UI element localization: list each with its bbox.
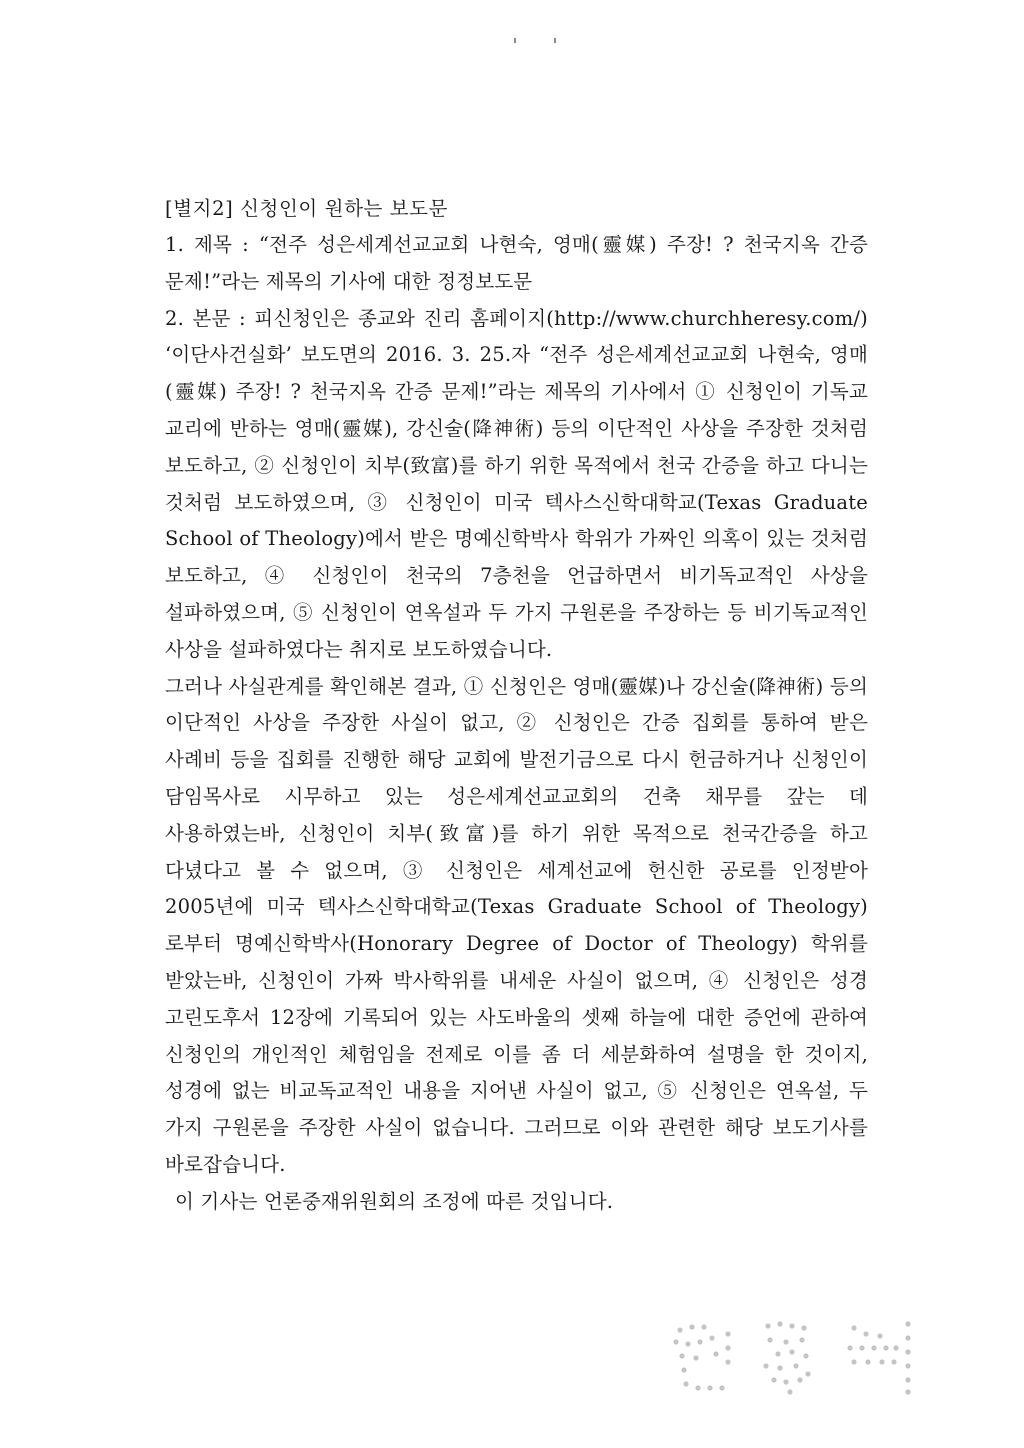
scan-marks — [0, 30, 1024, 50]
correction-paragraph: 그러나 사실관계를 확인해본 결과, ① 신청인은 영매(靈媒)나 강신술(降神術) 등의 이단적인 사상을 주장한 사실이 없고, ② 신청인은 간증 집회를 통하여 받은 사례비 등을 집회를 진행한 해당 교회에 발전기금으로 다시 헌금하거나 신청인이 담임목사로 시무하고 있는 성은세계선교교회의 건축 채무를 갚는 데 사용하였는바, 신청인이 치부(致富)를 하기 위한 목적으로 천국간증을 하고 다녔다고 볼 수 없으며, ③ 신청인은 세계선교에 헌신한 공로를 인정받아 2005년에 미국 텍사스신학대학교(Texas Graduate School of Theology)로부터 명예신학박사(Honorary Degree of Doctor of Theology) 학위를 받았는바, 신청인이 가짜 박사학위를 내세운 사실이 없으며, ④ 신청인은 성경 고린도후서 12장에 기록되어 있는 사도바울의 셋째 하늘에 대한 증언에 관하여 신청인의 개인적인 체험임을 전제로 이를 좀 더 세분화하여 설명을 한 것이지, 성경에 없는 비교독교적인 내용을 지어낸 사실이 없고, ⑤ 신청인은 연옥설, 두 가지 구원론을 주장한 사실이 없습니다. 그러므로 이와 관련한 해당 보도기사를 바로잡습니다. — [165, 674, 868, 1176]
item-title-section: 1. 제목 : “전주 성은세계선교교회 나현숙, 영매(靈媒) 주장! ? 천국지옥 간증 문제!”라는 제목의 기사에 대한 정정보도문 — [165, 233, 868, 293]
correction-document — [165, 190, 868, 1221]
scan-mark — [554, 38, 556, 43]
perforated-seal-stamp — [668, 1318, 918, 1398]
item-body-section: 2. 본문 : 피신청인은 종교와 진리 홈페이지(http://www.churchheresy.com/) ‘이단사건실화’ 보도면의 2016. 3. 25.자 “전주 성은세계선교교회 나현숙, 영매(靈媒) 주장! ? 천국지옥 간증 문제!”라는 제목의 기사에서 ① 신청인이 기독교 교리에 반하는 영매(靈媒), 강신술(降神術) 등의 이단적인 사상을 주장한 것처럼 보도하고, ② 신청인이 치부(致富)를 하기 위한 목적에서 천국 간증을 하고 다니는 것처럼 보도하였으며, ③ 신청인이 미국 텍사스신학대학교(Texas Graduate School of Theology)에서 받은 명예신학박사 학위가 가짜인 의혹이 있는 것처럼 보도하고, ④ 신청인이 천국의 7층천을 언급하면서 비기독교적인 사상을 설파하였으며, ⑤ 신청인이 연옥설과 두 가지 구원론을 주장하는 등 비기독교적인 사상을 설파하였다는 취지로 보도하였습니다. — [165, 306, 868, 661]
mediation-note: 이 기사는 언론중재위원회의 조정에 따른 것입니다. — [175, 1189, 614, 1213]
document-title: [별지2] 신청인이 원하는 보도문 — [165, 197, 449, 220]
scan-mark — [514, 38, 516, 43]
